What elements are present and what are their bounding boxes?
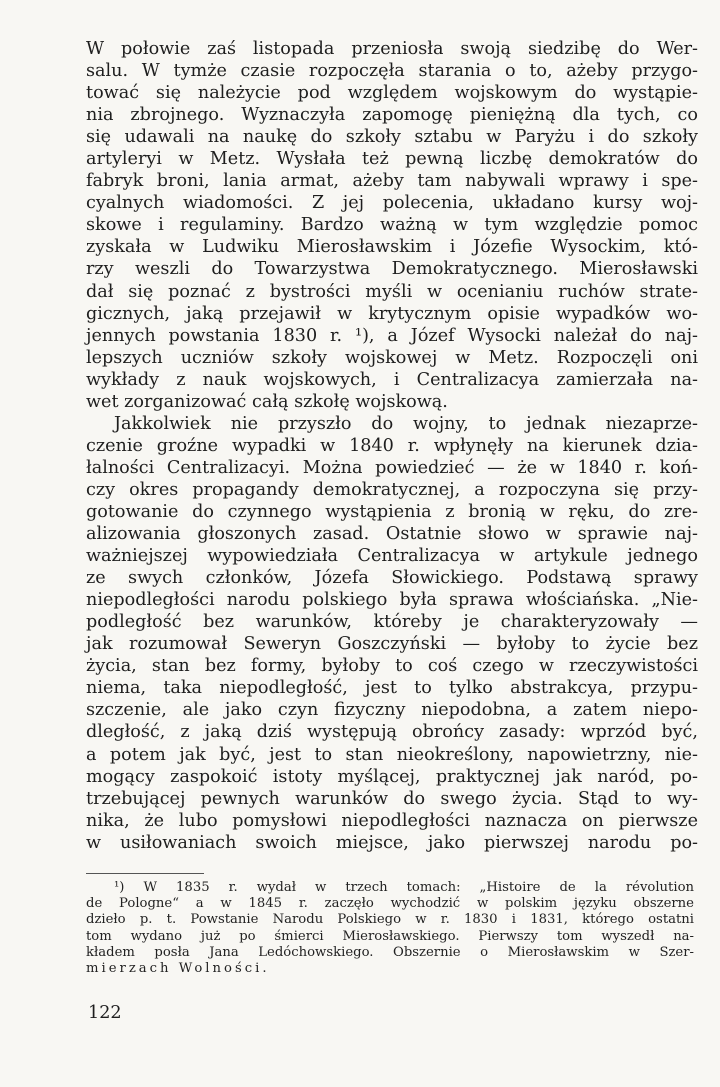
text-line: czy okres propagandy demokratycznej, a rozpoczyna się przy-	[86, 479, 698, 500]
footnote-line: de Pologne“ a w 1845 r. zaczęło wychodzić w polskim języku obszerne	[86, 896, 694, 912]
text-line: wet zorganizować całą szkołę wojskową.	[86, 391, 448, 412]
text-line: W połowie zaś listopada przeniosła swoją siedzibę do Wer-	[86, 39, 698, 59]
text-line: skowe i regulaminy. Bardzo ważną w tym względzie pomoc	[86, 215, 698, 236]
text-line: mogący zaspokoić istoty myślącej, praktycznej jak naród, po-	[86, 766, 698, 787]
text-line: fabryk broni, lania armat, ażeby tam nabywali wprawy i spe-	[86, 171, 698, 192]
text-line: artyleryi w Metz. Wysłała też pewną liczbę demokratów do	[86, 149, 698, 170]
footnote-line: tom wydano już po śmierci Mierosławskiego. Pierwszy tom wyszedł na-	[86, 928, 694, 944]
text-line: jak rozumował Seweryn Goszczyński — byłoby to życie bez	[86, 634, 698, 655]
text-line: a potem jak być, jest to stan nieokreślony, napowietrzny, nie-	[86, 744, 698, 765]
text-line: ważniejszej wypowiedziała Centralizacya w artykule jednego	[86, 546, 698, 567]
text-line: gicznych, jaką przejawił w krytycznym opisie wypadków wo-	[86, 303, 698, 324]
text-line: szczenie, ale jako czyn fizyczny niepodobna, a zatem niepo-	[86, 700, 698, 721]
text-line: cyalnych wiadomości. Z jej polecenia, układano kursy woj-	[86, 193, 698, 214]
footnote-divider	[86, 873, 204, 874]
text-line: Jakkolwiek nie przyszło do wojny, to jednak niezaprze-	[114, 413, 698, 434]
text-line: ze swych członków, Józefa Słowickiego. Podstawą sprawy	[86, 568, 698, 589]
text-line: salu. W tymże czasie rozpoczęła starania o to, ażeby przygo-	[86, 61, 698, 82]
footnote-line: dzieło p. t. Powstanie Narodu Polskiego w r. 1830 i 1831, którego ostatni	[86, 912, 694, 928]
text-line: niepodległości narodu polskiego była sprawa włościańska. „Nie-	[86, 590, 698, 611]
text-line: nia zbrojnego. Wyznaczyła zapomogę pieniężną dla tych, co	[86, 105, 698, 126]
text-line: alizowania głoszonych zasad. Ostatnie słowo w sprawie naj-	[86, 524, 698, 545]
main-text	[86, 38, 698, 854]
text-line: niema, taka niepodległość, jest to tylko abstrakcya, przypu-	[86, 678, 698, 699]
page-number: 122	[88, 1003, 122, 1023]
text-line: wykłady z nauk wojskowych, i Centralizacya zamierzała na-	[86, 369, 698, 390]
text-line: nika, że lubo pomysłowi niepodległości naznacza on pierwsze	[86, 810, 698, 831]
text-line: jennych powstania 1830 r. ¹), a Józef Wysocki należał do naj-	[86, 325, 698, 346]
footnote	[86, 880, 694, 977]
text-line: dał się poznać z bystrości myśli w ocenianiu ruchów strate-	[86, 281, 698, 302]
text-line: się udawali na naukę do szkoły sztabu w Paryżu i do szkoły	[86, 127, 698, 148]
text-line: w usiłowaniach swoich miejsce, jako pierwszej narodu po-	[86, 832, 698, 853]
text-line: trzebującej pewnych warunków do swego życia. Stąd to wy-	[86, 788, 698, 809]
footnote-line: mierzach Wolności.	[86, 961, 270, 977]
text-line: rzy weszli do Towarzystwa Demokratycznego. Mierosławski	[86, 259, 698, 280]
text-line: zyskała w Ludwiku Mierosławskim i Józefie Wysockim, któ-	[86, 237, 698, 258]
text-line: czenie groźne wypadki w 1840 r. wpłynęły na kierunek dzia-	[86, 435, 698, 456]
text-line: życia, stan bez formy, byłoby to coś czego w rzeczywistości	[86, 656, 698, 677]
text-line: podległość bez warunków, któreby je charakteryzowały —	[86, 612, 698, 633]
text-line: lepszych uczniów szkoły wojskowej w Metz. Rozpoczęli oni	[86, 347, 698, 368]
text-line: łalności Centralizacyi. Można powiedzieć — że w 1840 r. koń-	[86, 457, 698, 478]
text-line: dległość, z jaką dziś występują obrońcy zasady: wprzód być,	[86, 722, 698, 743]
text-line: gotowanie do czynnego wystąpienia z bronią w ręku, do zre-	[86, 501, 698, 522]
text-line: tować się należycie pod względem wojskowym do wystąpie-	[86, 83, 698, 104]
footnote-line: kładem posła Jana Ledóchowskiego. Obszernie o Mierosławskim w Szer-	[86, 944, 694, 960]
footnote-line: ¹) W 1835 r. wydał w trzech tomach: „Histoire de la révolution	[114, 880, 694, 895]
